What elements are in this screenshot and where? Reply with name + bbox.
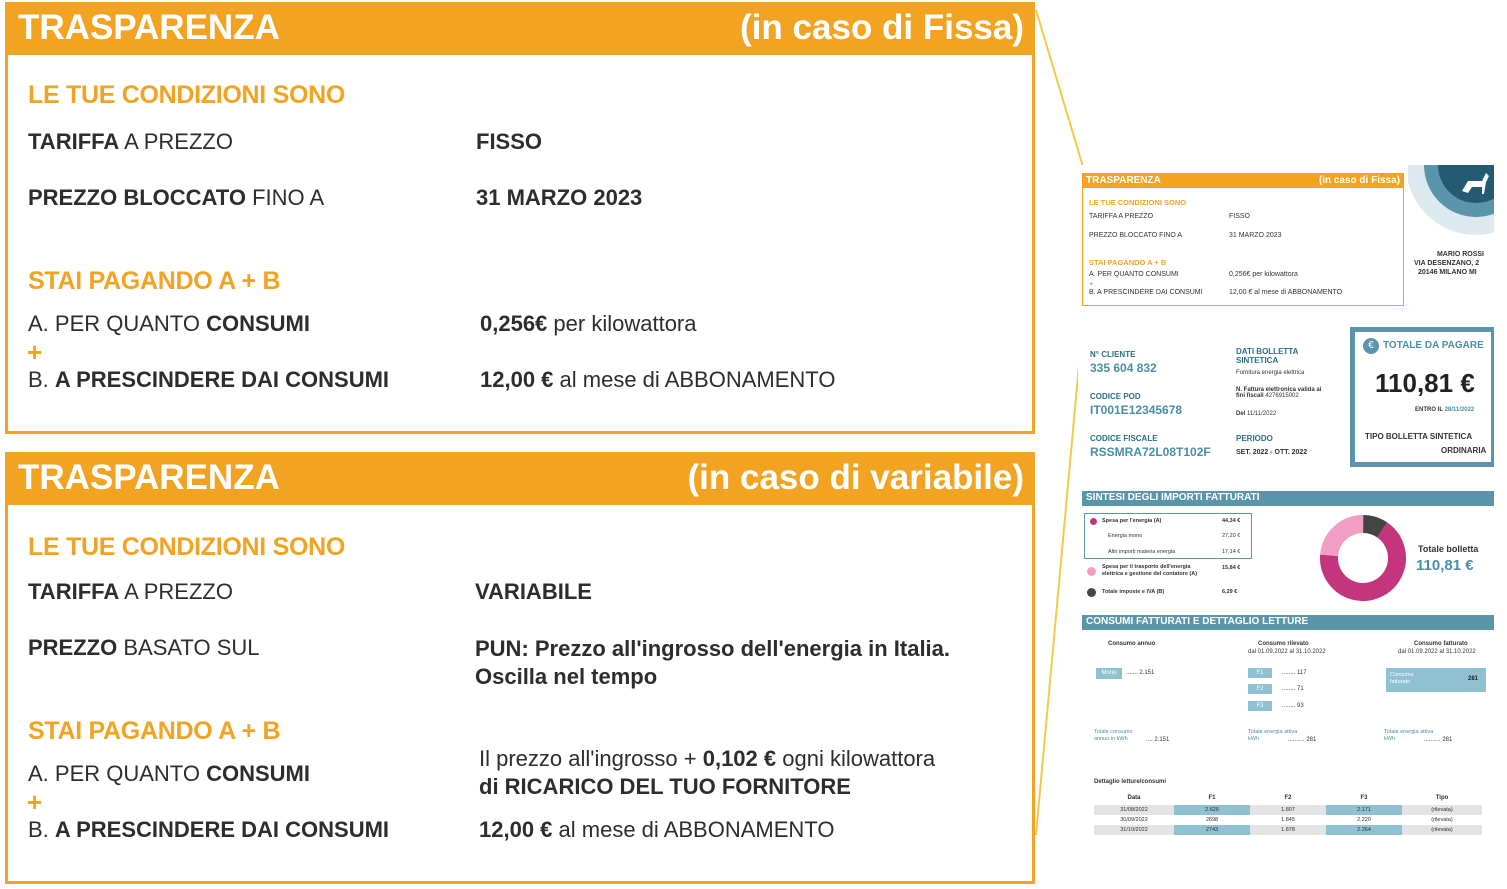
donut-chart xyxy=(1318,513,1408,603)
row-prezzo-value: 31 MARZO 2023 xyxy=(476,185,643,210)
section-title-pagando: STAI PAGANDO A + B xyxy=(28,717,281,745)
brand-logo-icon xyxy=(1408,165,1494,243)
donut-slice-1 xyxy=(1329,524,1363,555)
row-tariffa-label: TARIFFA A PREZZO xyxy=(28,129,233,154)
totale-amount: 110,81 € xyxy=(1375,368,1475,398)
row-prezzo-label: PREZZO BLOCCATO FINO A xyxy=(28,185,325,210)
row-b-label: B. A PRESCINDERE DAI CONSUMI xyxy=(28,367,390,392)
consumi-bar: CONSUMI FATTURATI E DETTAGLIO LETTURE xyxy=(1082,615,1494,630)
letture-table: Data F1 F2 F3 Tipo 31/08/2022 2.626 1.807 2.171 (rilevata) 30/09/2022 2698 1.845 2.220 (rilevata) 31/10/2022 2743 1.878 2.264 (rilevata) xyxy=(1094,795,1482,835)
plus-sign: + xyxy=(27,787,43,817)
totale-box: € TOTALE DA PAGARE 110,81 € ENTRO IL 28/11/2022 TIPO BOLLETTA SINTETICA ORDINARIA xyxy=(1350,327,1494,467)
row-tariffa-value: FISSO xyxy=(476,129,543,154)
row-b-value: 12,00 € al mese di ABBONAMENTO xyxy=(480,367,836,392)
mono-tag: Mono xyxy=(1096,668,1122,679)
sintesi-bar: SINTESI DEGLI IMPORTI FATTURATI xyxy=(1082,491,1494,506)
consumo-fatturato-tag: Consumo fatturato 281 xyxy=(1386,668,1486,692)
table-row: 31/10/2022 2743 1.878 2.264 (rilevata) xyxy=(1094,825,1482,835)
row-b-value: 12,00 € al mese di ABBONAMENTO xyxy=(479,817,835,842)
table-row: 30/09/2022 2698 1.845 2.220 (rilevata) xyxy=(1120,817,1453,823)
legend-dot xyxy=(1087,567,1096,576)
row-tariffa-label: TARIFFA A PREZZO xyxy=(28,579,233,604)
plus-sign: + xyxy=(27,337,43,367)
f3-tag: F3 xyxy=(1248,701,1272,711)
row-a-value: Il prezzo all'ingrosso + 0,102 € ogni kilowattora di RICARICO DEL TUO FORNITORE xyxy=(479,746,936,799)
row-prezzo-value: PUN: Prezzo all'ingrosso dell'energia in Italia. Oscilla nel tempo xyxy=(475,636,951,689)
row-a-label: A. PER QUANTO CONSUMI xyxy=(28,761,310,786)
euro-icon: € xyxy=(1363,338,1379,354)
row-tariffa-value: VARIABILE xyxy=(475,579,592,604)
legend-dot xyxy=(1090,518,1097,525)
donut-slice-2 xyxy=(1363,524,1382,530)
legend-dot xyxy=(1087,588,1096,597)
row-a-label: A. PER QUANTO CONSUMI xyxy=(28,311,310,336)
section-title-condizioni: LE TUE CONDIZIONI SONO xyxy=(28,533,346,561)
row-b-label: B. A PRESCINDERE DAI CONSUMI xyxy=(28,817,390,842)
panel-subtitle: (in caso di variabile) xyxy=(687,458,1024,497)
panel-title: TRASPARENZA xyxy=(18,458,280,497)
f1-tag: F1 xyxy=(1248,668,1272,678)
panel-subtitle: (in caso di Fissa) xyxy=(740,8,1024,47)
panel-title: TRASPARENZA xyxy=(18,8,280,47)
f2-tag: F2 xyxy=(1248,684,1272,694)
section-title-condizioni: LE TUE CONDIZIONI SONO xyxy=(28,81,346,109)
section-title-pagando: STAI PAGANDO A + B xyxy=(28,267,281,295)
bill-trasparenza-box: TRASPARENZA (in caso di Fissa) LE TUE CONDIZIONI SONO TARIFFA A PREZZO FISSO PREZZO BLOCCATO FINO A 31 MARZO 2023 STAI PAGANDO A + B A. PER QUANTO CONSUMI 0,256€ per kilowattora + B. A PRESCINDERE DAI CONSUMI 12,00 € al mese di ABBONAMENTO xyxy=(1082,173,1404,306)
row-prezzo-label: PREZZO BASATO SUL xyxy=(28,635,260,660)
bill-thumbnail: TRASPARENZA (in caso di Fissa) LE TUE CONDIZIONI SONO TARIFFA A PREZZO FISSO PREZZO BLOCCATO FINO A 31 MARZO 2023 STAI PAGANDO A + B A. PER QUANTO CONSUMI 0,256€ per kilowattora + B. A PRESCINDERE DAI CONSUMI 12,00 € al mese di ABBONAMENTO MARIO ROSSI VIA DESENZANO, 2 20146 MILANO MI N° CLIENTE 335 604 832 CODICE POD IT001E12345678 CODICE FISCALE RSSMRA72L08T102F DATI BOLLETTA SINTETICA Fornitura energia elettrica N. Fattura elettronica valida ai fini fiscali 4276915002 Del 11/11/2022 PERIODO SET. 2022 - OTT. 2022 € TOTALE DA PAGARE 110,81 € ENTRO IL 28/11/2022 TIPO BOLLETTA SINTETICA ORDINARIA SINTESI DEGLI IMPORTI FATTURATI Spesa per l'energia (A) 44,34 € Energia mono 27,20 € Altri importi materia energia 17,14 € Spesa per il trasporto dell'energia elettrica e gestione del contatore (A) 15,84 € Totale imposte e IVA (B) 6,29 € Totale bolletta 110,81 € CONSUMI FATTURATI E DETTAGLIO LETTURE Consumo annuo Consumo rilevato dal 01.09.2022 al 31.10.2022 Consumo fatturato dal 01.09.2022 al 31.10.2022 Mono ....... 2.151 F1 ........ 117 F2 ........ 71 F3 ........ 93 Consumo fatturato 281 Totale consumo annuo in kWh .... 2.151 Totale energia attiva kWh .......... 281 Totale energia attiva kWh .......... 281 Dettaglio letture/consumi Data F1 F2 F3 Tipo 31/08/2022 2.626 1.807 2.171 (rilevata) 30/09/2022 2698 1.845 2.220 (rilevata) 31/10/2022 2743 1.878 2.264 (rilevata) xyxy=(1078,165,1494,845)
table-row: 31/08/2022 2.626 1.807 2.171 (rilevata) xyxy=(1094,805,1482,815)
row-a-value: 0,256€ per kilowattora xyxy=(480,311,697,336)
